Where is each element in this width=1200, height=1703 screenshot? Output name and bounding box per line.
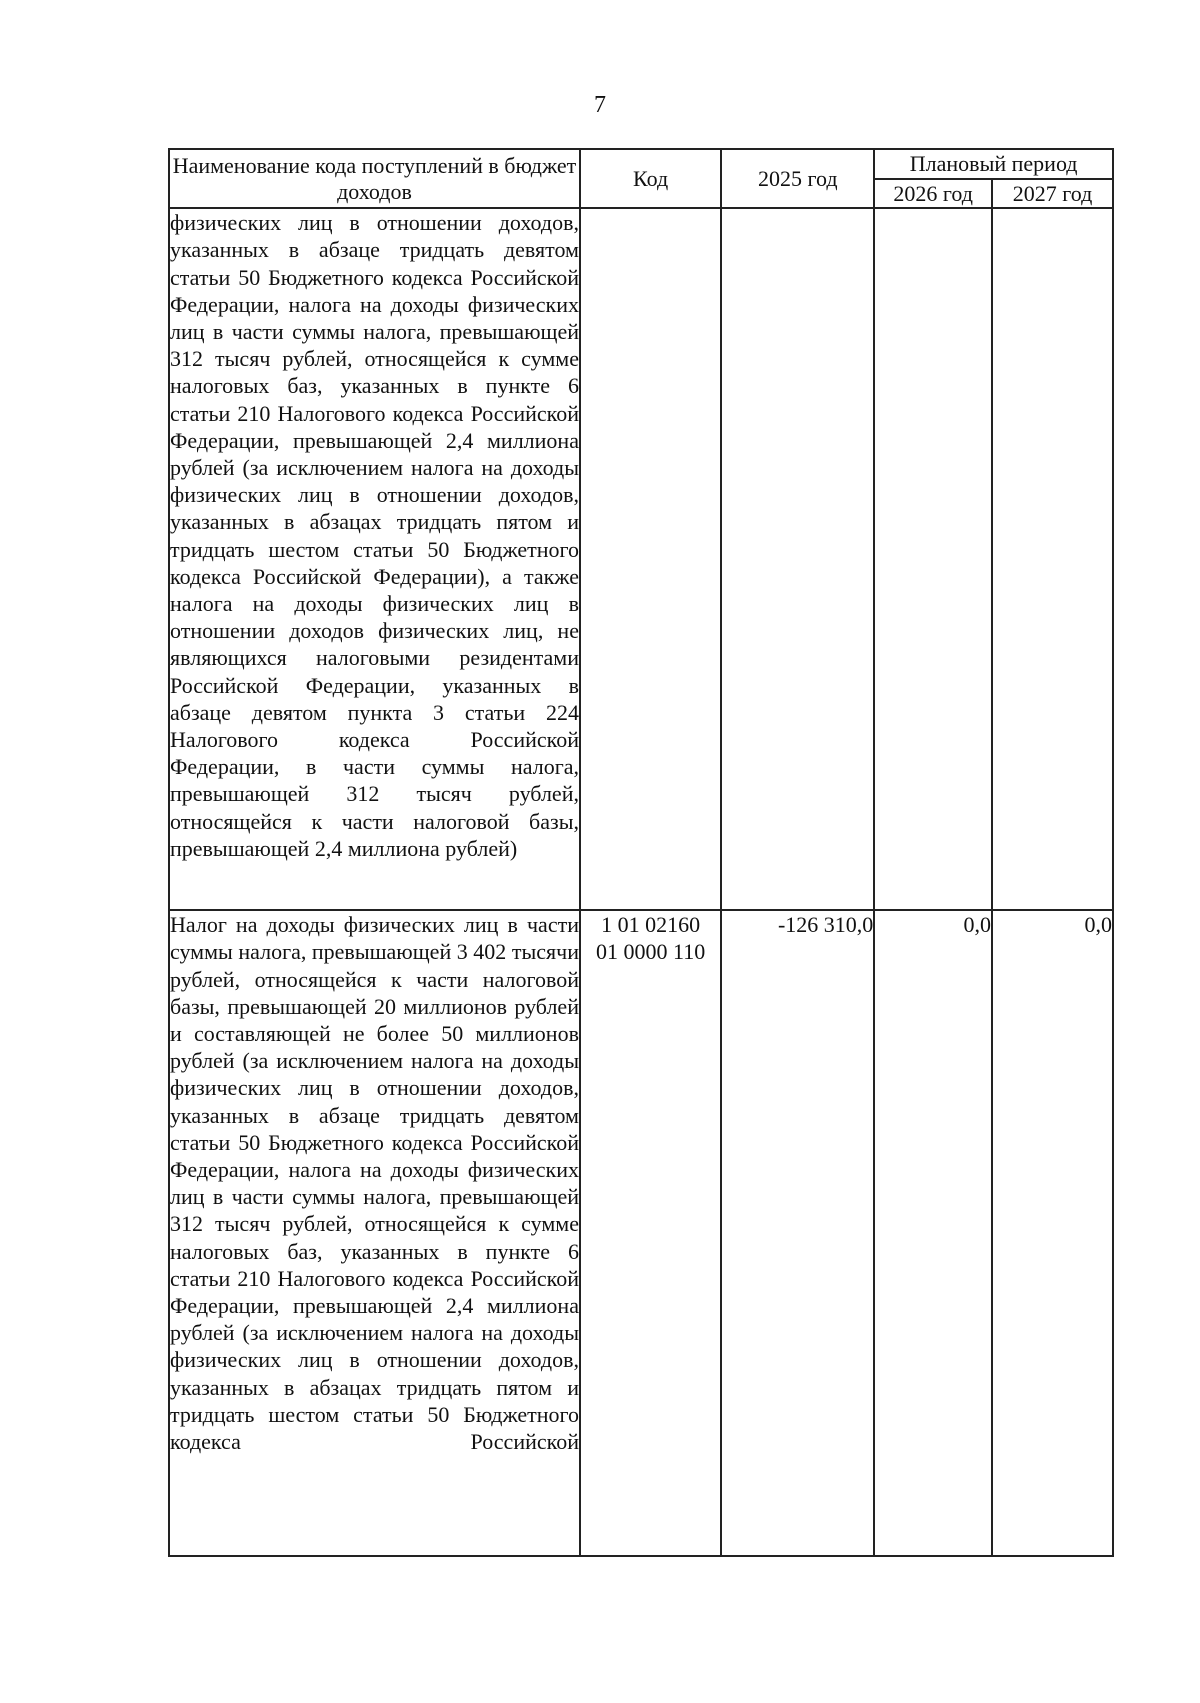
row-code (580, 208, 721, 910)
row-name: физических лиц в отношении доходов, указанных в абзаце тридцать девятом статьи 50 Бюджетного кодекса Российской Федерации, налога на доходы физических лиц в части суммы налога, превышающей 312 тысяч рублей, относящейся к сумме налоговых баз, указанных в пункте 6 статьи 210 Налогового кодекса Российской Федерации, превышающей 2,4 миллиона рублей (за исключением налога на доходы физических лиц в отношении доходов, указанных в абзацах тридцать пятом и тридцать шестом статьи 50 Бюджетного кодекса Российской Федерации), а также налога на доходы физических лиц в отношении доходов физических лиц, не являющихся налоговыми резидентами Российской Федерации, указанных в абзаце девятом пункта 3 статьи 224 Налогового кодекса Российской Федерации, в части суммы налога, превышающей 312 тысяч рублей, относящейся к части налоговой базы, превышающей 2,4 миллиона рублей) (169, 208, 580, 910)
header-year-2026: 2026 год (874, 179, 992, 208)
row-value-2026 (874, 208, 992, 910)
row-value-2026: 0,0 (874, 910, 992, 1556)
row-name: Налог на доходы физических лиц в части суммы налога, превышающей 3 402 тысячи рублей, относящейся к части налоговой базы, превышающей 20 миллионов рублей и составляющей не более 50 миллионов рублей (за исключением налога на доходы физических лиц в отношении доходов, указанных в абзаце тридцать девятом статьи 50 Бюджетного кодекса Российской Федерации, налога на доходы физических лиц в части суммы налога, превышающей 312 тысяч рублей, относящейся к сумме налоговых баз, указанных в пункте 6 статьи 210 Налогового кодекса Российской Федерации, превышающей 2,4 миллиона рублей (за исключением налога на доходы физических лиц в отношении доходов, указанных в абзацах тридцать пятом и тридцать шестом статьи 50 Бюджетного кодекса Российской (169, 910, 580, 1556)
row-value-2025 (721, 208, 874, 910)
row-code-part2: 01 0000 110 (596, 939, 706, 965)
page-number: 7 (594, 92, 606, 118)
row-code (580, 910, 721, 1556)
row-value-2025: -126 310,0 (721, 910, 874, 1556)
header-year-2027: 2027 год (992, 179, 1113, 208)
table-row (169, 208, 1113, 910)
row-value-2027: 0,0 (992, 910, 1113, 1556)
row-value-2027 (992, 208, 1113, 910)
header-code: Код (580, 149, 721, 208)
row-code-part1: 1 01 02160 (601, 912, 701, 938)
header-name: Наименование кода поступлений в бюджет доходов (169, 149, 580, 208)
header-planned-period: Плановый период (874, 149, 1113, 179)
header-year-2025: 2025 год (721, 149, 874, 208)
revenue-table (168, 148, 1114, 1557)
table-row (169, 910, 1113, 1556)
